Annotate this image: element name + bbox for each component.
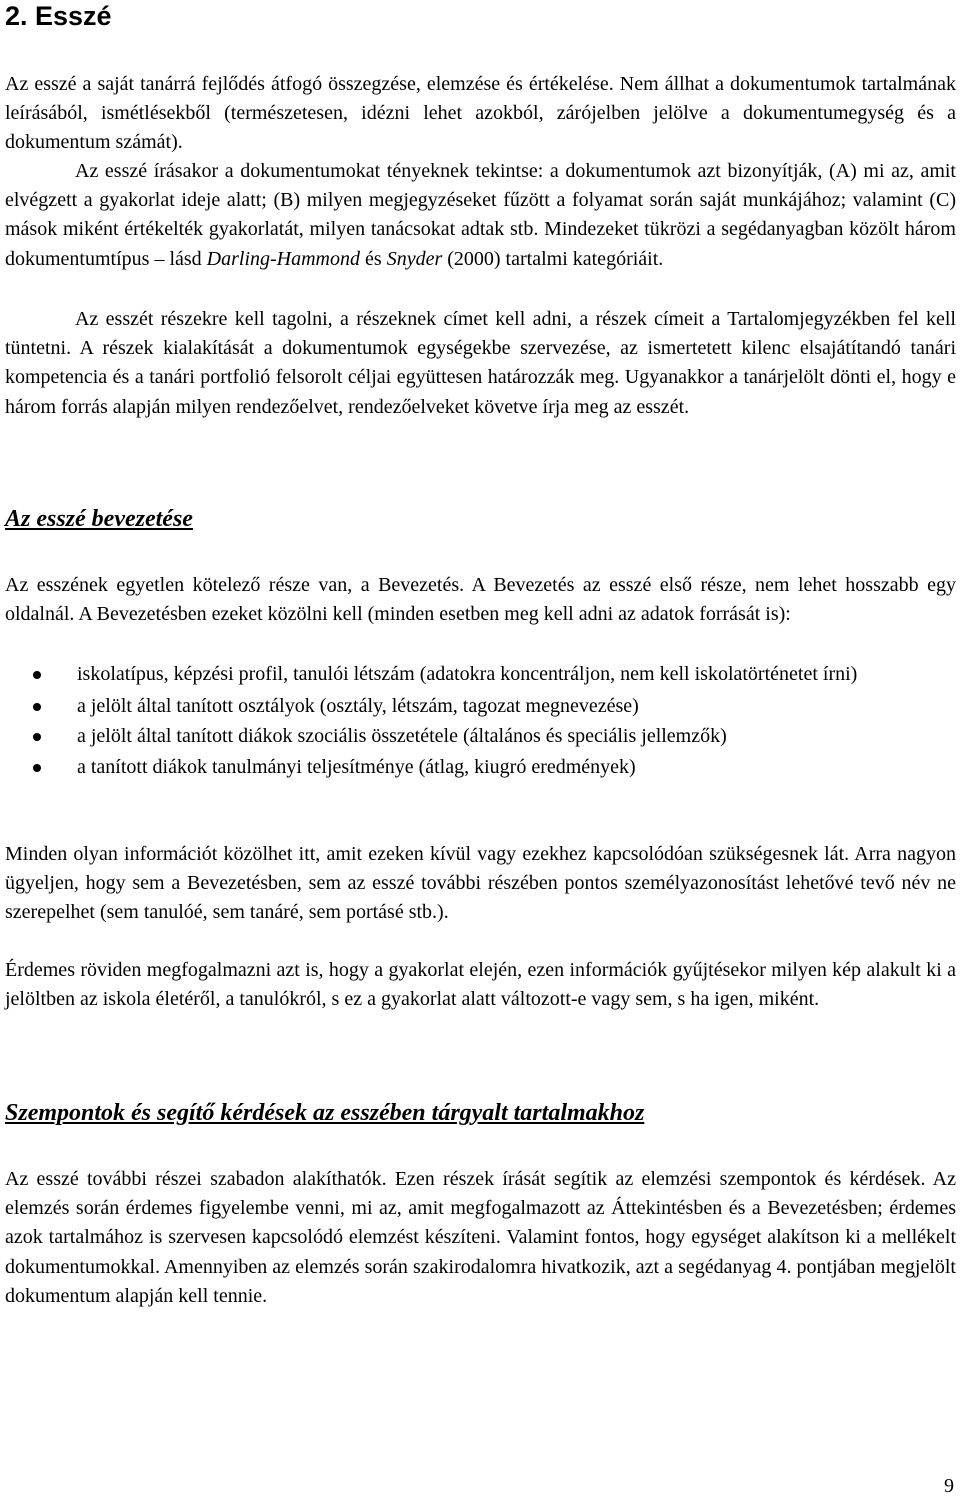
section-title: 2. Esszé: [5, 1, 112, 31]
intro-paragraph-2-and: és: [360, 247, 387, 270]
bullet-icon: [33, 764, 41, 772]
intro-paragraph-2-text: Az esszé írásakor a dokumentumokat tényeknek tekintse: a dokumentumok azt bizonyítják, (A) mi az, amit elvégzett a gyakorlat ideje alatt; (B) milyen megjegyzéseket fűzött a folyamat során saját munkájához; valamint (C) mások miként értékelték gyakorlatát, milyen tanácsokat adtak stb. Mindezeket tükrözi a segédanyagban közölt három dokumentumtípus – lásd: [5, 160, 956, 270]
bevezetes-paragraph-1: Az esszének egyetlen kötelező része van, a Bevezetés. A Bevezetés az esszé első része, nem lehet hosszabb egy oldalnál. A Bevezetésben ezeket közölni kell (minden esetben meg kell adni az adatok forrását is):: [5, 574, 956, 626]
bevezetes-paragraph-3: Érdemes röviden megfogalmazni azt is, hogy a gyakorlat elején, ezen információk gyűjtésekor milyen kép alakult ki a jelöltben az iskola életéről, a tanulókról, s ez a gyakorlat alatt változott-e vagy sem, s ha igen, miként.: [5, 959, 956, 1011]
page-number: 9: [944, 1475, 954, 1497]
list-item-text: a jelölt által tanított diákok szociális összetétele (általános és speciális jellemzők): [77, 725, 727, 748]
bevezetes-paragraph-2: Minden olyan információt közölhet itt, amit ezeken kívül vagy ezekhez kapcsolódóan szükségesnek lát. Arra nagyon ügyeljen, hogy sem a Bevezetésben, sem az esszé további részében pontos személyazonosítást lehetővé tevő név ne szerepelhet (sem tanulóé, sem tanáré, sem portásé stb.).: [5, 843, 956, 924]
author-darling-hammond: Darling-Hammond: [206, 247, 361, 270]
heading-szempontok: Szempontok és segítő kérdések az esszében tárgyalt tartalmakhoz: [5, 1100, 645, 1126]
intro-paragraph-3: Az esszét részekre kell tagolni, a részeknek címet kell adni, a részek címeit a Tartalomjegyzékben fel kell tüntetni. A részek kialakítását a dokumentumok egységekbe szervezése, az ismertetett kilenc elsajátítandó tanári kompetencia és a tanári portfolió felsorolt céljai együttesen határozzák meg. Ugyanakkor a tanárjelölt dönti el, hogy e három forrás alapján milyen rendezőelvet, rendezőelveket követve írja meg az esszét.: [5, 308, 956, 418]
intro-paragraph-1: Az esszé a saját tanárrá fejlődés átfogó összegzése, elemzése és értékelése. Nem állhat a dokumentumok tartalmának leírásából, ismétlésekből (természetesen, idézni lehet azokból, zárójelben jelölve a dokumentumegység és a dokumentum számát).: [5, 73, 956, 154]
list-item-text: a jelölt által tanított osztályok (osztály, létszám, tagozat megnevezése): [77, 695, 639, 718]
list-item: [5, 753, 956, 782]
bullet-icon: [33, 671, 41, 679]
intro-paragraph-2-end: (2000) tartalmi kategóriáit.: [442, 247, 664, 270]
intro-paragraph-2: [5, 157, 956, 274]
author-snyder: Snyder: [386, 247, 443, 270]
heading-bevezetes: Az esszé bevezetése: [5, 506, 193, 532]
bullet-icon: [33, 733, 41, 741]
list-item: [5, 660, 956, 689]
list-item-text: iskolatípus, képzési profil, tanulói létszám (adatokra koncentráljon, nem kell iskolatörténetet írni): [77, 663, 858, 685]
list-item-text: a tanított diákok tanulmányi teljesítménye (átlag, kiugró eredmények): [77, 755, 636, 778]
bevezetes-bullet-list: [5, 660, 956, 782]
list-item: [5, 692, 956, 721]
list-item: [5, 722, 956, 751]
document-page: [5, 0, 956, 1509]
szempontok-paragraph-1: Az esszé további részei szabadon alakíthatók. Ezen részek írását segítik az elemzési szempontok és kérdések. Az elemzés során érdemes figyelembe venni, mi az, amit megfogalmazott az Áttekintésben és a Bevezetésben; érdemes azok tartalmához is szervesen kapcsolódó elemzést készíteni. Valamint fontos, hogy egységet alakítson ki a mellékelt dokumentumokkal. Amennyiben az elemzés során szakirodalomra hivatkozik, azt a segédanyag 4. pontjában megjelölt dokumentum alapján kell tennie.: [5, 1168, 956, 1307]
bullet-icon: [33, 703, 41, 711]
